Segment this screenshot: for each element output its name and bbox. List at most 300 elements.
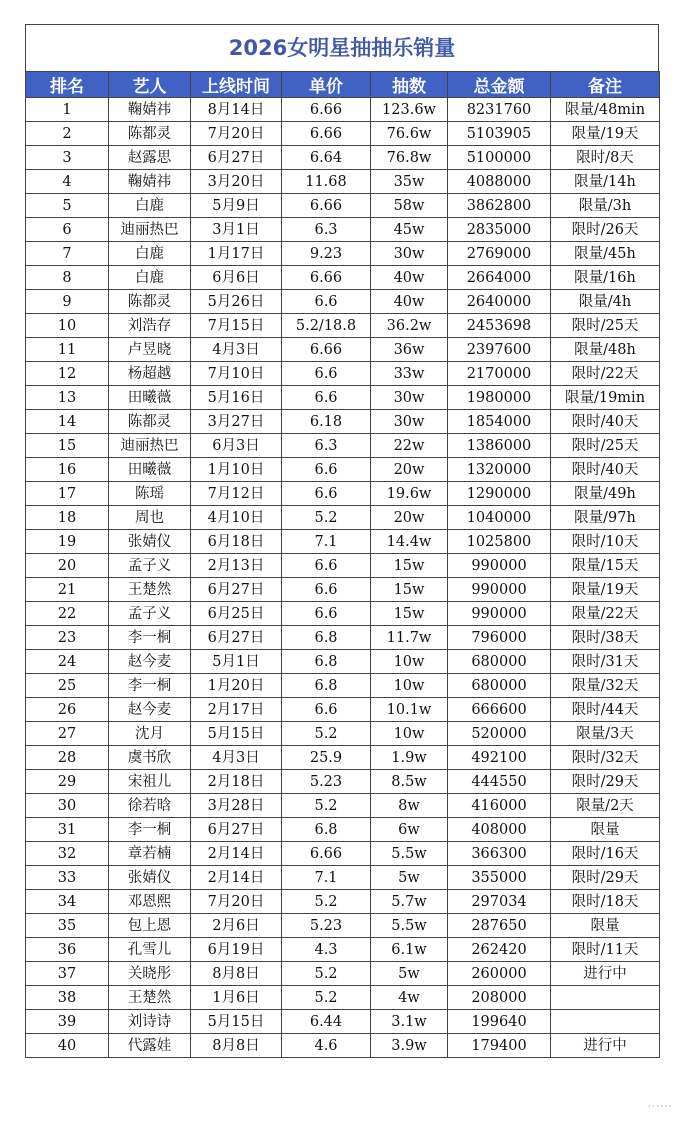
rank-cell: 16 xyxy=(26,458,109,482)
rank-cell: 22 xyxy=(26,602,109,626)
table-row xyxy=(26,986,660,1010)
artist-cell: 田曦薇 xyxy=(109,386,191,410)
total-amount-cell: 666600 xyxy=(448,698,551,722)
launch-date-cell: 8月8日 xyxy=(191,1034,282,1058)
total-amount-cell: 444550 xyxy=(448,770,551,794)
rank-cell: 38 xyxy=(26,986,109,1010)
total-amount-cell: 1854000 xyxy=(448,410,551,434)
rank-cell: 37 xyxy=(26,962,109,986)
artist-cell: 赵今麦 xyxy=(109,650,191,674)
total-amount-cell: 2664000 xyxy=(448,266,551,290)
artist-cell: 孟子义 xyxy=(109,602,191,626)
rank-cell: 39 xyxy=(26,1010,109,1034)
unit-price-cell: 7.1 xyxy=(282,866,371,890)
launch-date-cell: 4月3日 xyxy=(191,746,282,770)
rank-cell: 20 xyxy=(26,554,109,578)
launch-date-cell: 8月14日 xyxy=(191,98,282,122)
total-amount-cell: 5103905 xyxy=(448,122,551,146)
total-amount-cell: 208000 xyxy=(448,986,551,1010)
rank-cell: 34 xyxy=(26,890,109,914)
note-cell: 限量 xyxy=(551,818,660,842)
draw-count-cell: 45w xyxy=(371,218,448,242)
note-cell: 限时/8天 xyxy=(551,146,660,170)
unit-price-cell: 6.64 xyxy=(282,146,371,170)
artist-cell: 鞠婧祎 xyxy=(109,98,191,122)
draw-count-cell: 5.5w xyxy=(371,914,448,938)
launch-date-cell: 6月27日 xyxy=(191,818,282,842)
table-row xyxy=(26,410,660,434)
draw-count-cell: 5.5w xyxy=(371,842,448,866)
unit-price-cell: 6.6 xyxy=(282,290,371,314)
unit-price-cell: 6.6 xyxy=(282,458,371,482)
table-row xyxy=(26,1010,660,1034)
note-cell: 限量/15天 xyxy=(551,554,660,578)
artist-cell: 陈都灵 xyxy=(109,290,191,314)
note-cell xyxy=(551,1010,660,1034)
table-row xyxy=(26,458,660,482)
note-cell xyxy=(551,986,660,1010)
artist-cell: 虞书欣 xyxy=(109,746,191,770)
draw-count-cell: 30w xyxy=(371,410,448,434)
unit-price-cell: 6.6 xyxy=(282,602,371,626)
unit-price-cell: 11.68 xyxy=(282,170,371,194)
launch-date-cell: 6月3日 xyxy=(191,434,282,458)
rank-cell: 10 xyxy=(26,314,109,338)
unit-price-cell: 6.6 xyxy=(282,698,371,722)
launch-date-cell: 2月18日 xyxy=(191,770,282,794)
table-row xyxy=(26,338,660,362)
unit-price-cell: 5.2 xyxy=(282,506,371,530)
launch-date-cell: 3月1日 xyxy=(191,218,282,242)
draw-count-cell: 19.6w xyxy=(371,482,448,506)
launch-date-cell: 5月26日 xyxy=(191,290,282,314)
launch-date-cell: 1月10日 xyxy=(191,458,282,482)
rank-cell: 35 xyxy=(26,914,109,938)
note-cell: 限时/29天 xyxy=(551,770,660,794)
draw-count-cell: 8.5w xyxy=(371,770,448,794)
table-row xyxy=(26,266,660,290)
rank-cell: 15 xyxy=(26,434,109,458)
total-amount-cell: 408000 xyxy=(448,818,551,842)
total-amount-cell: 179400 xyxy=(448,1034,551,1058)
launch-date-cell: 1月17日 xyxy=(191,242,282,266)
table-row xyxy=(26,242,660,266)
note-cell: 限时/29天 xyxy=(551,866,660,890)
draw-count-cell: 76.6w xyxy=(371,122,448,146)
total-amount-cell: 287650 xyxy=(448,914,551,938)
header-unit-price: 单价 xyxy=(282,72,371,98)
launch-date-cell: 6月27日 xyxy=(191,146,282,170)
rank-cell: 18 xyxy=(26,506,109,530)
unit-price-cell: 5.2 xyxy=(282,794,371,818)
unit-price-cell: 9.23 xyxy=(282,242,371,266)
table-row xyxy=(26,890,660,914)
total-amount-cell: 990000 xyxy=(448,602,551,626)
draw-count-cell: 10w xyxy=(371,650,448,674)
header-notes: 备注 xyxy=(551,72,660,98)
table-body xyxy=(26,98,660,1058)
total-amount-cell: 262420 xyxy=(448,938,551,962)
launch-date-cell: 1月6日 xyxy=(191,986,282,1010)
note-cell: 进行中 xyxy=(551,962,660,986)
total-amount-cell: 1386000 xyxy=(448,434,551,458)
note-cell: 限量/3h xyxy=(551,194,660,218)
table-row xyxy=(26,746,660,770)
draw-count-cell: 5w xyxy=(371,962,448,986)
total-amount-cell: 2170000 xyxy=(448,362,551,386)
draw-count-cell: 20w xyxy=(371,458,448,482)
artist-cell: 白鹿 xyxy=(109,242,191,266)
rank-cell: 36 xyxy=(26,938,109,962)
table-row xyxy=(26,794,660,818)
launch-date-cell: 2月13日 xyxy=(191,554,282,578)
table-row xyxy=(26,530,660,554)
total-amount-cell: 1290000 xyxy=(448,482,551,506)
rank-cell: 1 xyxy=(26,98,109,122)
launch-date-cell: 2月6日 xyxy=(191,914,282,938)
note-cell: 限时/32天 xyxy=(551,746,660,770)
note-cell: 限量/19min xyxy=(551,386,660,410)
table-row xyxy=(26,962,660,986)
rank-cell: 31 xyxy=(26,818,109,842)
artist-cell: 赵今麦 xyxy=(109,698,191,722)
unit-price-cell: 6.44 xyxy=(282,1010,371,1034)
artist-cell: 徐若晗 xyxy=(109,794,191,818)
unit-price-cell: 6.66 xyxy=(282,122,371,146)
total-amount-cell: 2640000 xyxy=(448,290,551,314)
unit-price-cell: 6.8 xyxy=(282,818,371,842)
total-amount-cell: 492100 xyxy=(448,746,551,770)
unit-price-cell: 6.3 xyxy=(282,434,371,458)
artist-cell: 代露娃 xyxy=(109,1034,191,1058)
artist-cell: 陈瑶 xyxy=(109,482,191,506)
total-amount-cell: 1980000 xyxy=(448,386,551,410)
unit-price-cell: 5.2/18.8 xyxy=(282,314,371,338)
note-cell: 限量/49h xyxy=(551,482,660,506)
draw-count-cell: 11.7w xyxy=(371,626,448,650)
rank-cell: 29 xyxy=(26,770,109,794)
note-cell: 限时/44天 xyxy=(551,698,660,722)
total-amount-cell: 990000 xyxy=(448,578,551,602)
draw-count-cell: 20w xyxy=(371,506,448,530)
total-amount-cell: 366300 xyxy=(448,842,551,866)
launch-date-cell: 5月9日 xyxy=(191,194,282,218)
rank-cell: 33 xyxy=(26,866,109,890)
total-amount-cell: 680000 xyxy=(448,674,551,698)
draw-count-cell: 6.1w xyxy=(371,938,448,962)
note-cell: 限量/19天 xyxy=(551,578,660,602)
draw-count-cell: 8w xyxy=(371,794,448,818)
launch-date-cell: 4月10日 xyxy=(191,506,282,530)
sales-table-sheet xyxy=(25,24,659,1058)
launch-date-cell: 6月6日 xyxy=(191,266,282,290)
note-cell: 限时/26天 xyxy=(551,218,660,242)
total-amount-cell: 2835000 xyxy=(448,218,551,242)
launch-date-cell: 8月8日 xyxy=(191,962,282,986)
total-amount-cell: 8231760 xyxy=(448,98,551,122)
note-cell: 限时/25天 xyxy=(551,314,660,338)
note-cell: 限量/32天 xyxy=(551,674,660,698)
draw-count-cell: 5.7w xyxy=(371,890,448,914)
draw-count-cell: 6w xyxy=(371,818,448,842)
launch-date-cell: 7月15日 xyxy=(191,314,282,338)
unit-price-cell: 6.6 xyxy=(282,362,371,386)
note-cell: 限量/22天 xyxy=(551,602,660,626)
total-amount-cell: 680000 xyxy=(448,650,551,674)
note-cell: 限时/40天 xyxy=(551,410,660,434)
draw-count-cell: 14.4w xyxy=(371,530,448,554)
rank-cell: 4 xyxy=(26,170,109,194)
artist-cell: 迪丽热巴 xyxy=(109,434,191,458)
table-row xyxy=(26,362,660,386)
total-amount-cell: 1040000 xyxy=(448,506,551,530)
launch-date-cell: 5月1日 xyxy=(191,650,282,674)
artist-cell: 张婧仪 xyxy=(109,530,191,554)
total-amount-cell: 4088000 xyxy=(448,170,551,194)
artist-cell: 刘浩存 xyxy=(109,314,191,338)
draw-count-cell: 40w xyxy=(371,266,448,290)
launch-date-cell: 3月27日 xyxy=(191,410,282,434)
total-amount-cell: 355000 xyxy=(448,866,551,890)
artist-cell: 王楚然 xyxy=(109,578,191,602)
total-amount-cell: 1025800 xyxy=(448,530,551,554)
artist-cell: 李一桐 xyxy=(109,626,191,650)
rank-cell: 27 xyxy=(26,722,109,746)
launch-date-cell: 7月10日 xyxy=(191,362,282,386)
sales-table xyxy=(25,71,660,1058)
table-row xyxy=(26,554,660,578)
draw-count-cell: 10.1w xyxy=(371,698,448,722)
total-amount-cell: 2453698 xyxy=(448,314,551,338)
note-cell: 限时/40天 xyxy=(551,458,660,482)
draw-count-cell: 3.9w xyxy=(371,1034,448,1058)
launch-date-cell: 6月27日 xyxy=(191,578,282,602)
table-row xyxy=(26,122,660,146)
draw-count-cell: 15w xyxy=(371,578,448,602)
launch-date-cell: 6月18日 xyxy=(191,530,282,554)
launch-date-cell: 3月28日 xyxy=(191,794,282,818)
total-amount-cell: 2397600 xyxy=(448,338,551,362)
rank-cell: 26 xyxy=(26,698,109,722)
note-cell: 进行中 xyxy=(551,1034,660,1058)
note-cell: 限量/48min xyxy=(551,98,660,122)
rank-cell: 3 xyxy=(26,146,109,170)
note-cell: 限时/18天 xyxy=(551,890,660,914)
table-row xyxy=(26,314,660,338)
unit-price-cell: 6.66 xyxy=(282,266,371,290)
total-amount-cell: 2769000 xyxy=(448,242,551,266)
rank-cell: 12 xyxy=(26,362,109,386)
note-cell: 限时/22天 xyxy=(551,362,660,386)
watermark: ······ xyxy=(647,1100,672,1115)
artist-cell: 陈都灵 xyxy=(109,410,191,434)
note-cell: 限量/45h xyxy=(551,242,660,266)
artist-cell: 宋祖儿 xyxy=(109,770,191,794)
total-amount-cell: 5100000 xyxy=(448,146,551,170)
rank-cell: 30 xyxy=(26,794,109,818)
note-cell: 限量/3天 xyxy=(551,722,660,746)
draw-count-cell: 15w xyxy=(371,602,448,626)
table-row xyxy=(26,770,660,794)
rank-cell: 11 xyxy=(26,338,109,362)
unit-price-cell: 6.18 xyxy=(282,410,371,434)
note-cell: 限量/16h xyxy=(551,266,660,290)
rank-cell: 14 xyxy=(26,410,109,434)
unit-price-cell: 6.8 xyxy=(282,626,371,650)
launch-date-cell: 2月17日 xyxy=(191,698,282,722)
table-row xyxy=(26,818,660,842)
launch-date-cell: 5月15日 xyxy=(191,722,282,746)
note-cell: 限量/48h xyxy=(551,338,660,362)
artist-cell: 孔雪儿 xyxy=(109,938,191,962)
table-row xyxy=(26,1034,660,1058)
note-cell: 限量/4h xyxy=(551,290,660,314)
table-row xyxy=(26,674,660,698)
draw-count-cell: 36.2w xyxy=(371,314,448,338)
rank-cell: 8 xyxy=(26,266,109,290)
launch-date-cell: 2月14日 xyxy=(191,866,282,890)
artist-cell: 迪丽热巴 xyxy=(109,218,191,242)
total-amount-cell: 3862800 xyxy=(448,194,551,218)
draw-count-cell: 10w xyxy=(371,674,448,698)
rank-cell: 25 xyxy=(26,674,109,698)
draw-count-cell: 33w xyxy=(371,362,448,386)
unit-price-cell: 6.6 xyxy=(282,386,371,410)
draw-count-cell: 123.6w xyxy=(371,98,448,122)
artist-cell: 张婧仪 xyxy=(109,866,191,890)
note-cell: 限时/25天 xyxy=(551,434,660,458)
unit-price-cell: 4.3 xyxy=(282,938,371,962)
launch-date-cell: 5月15日 xyxy=(191,1010,282,1034)
note-cell: 限时/10天 xyxy=(551,530,660,554)
note-cell: 限量/2天 xyxy=(551,794,660,818)
draw-count-cell: 58w xyxy=(371,194,448,218)
table-row xyxy=(26,386,660,410)
table-row xyxy=(26,722,660,746)
unit-price-cell: 25.9 xyxy=(282,746,371,770)
header-artist: 艺人 xyxy=(109,72,191,98)
unit-price-cell: 5.2 xyxy=(282,890,371,914)
total-amount-cell: 260000 xyxy=(448,962,551,986)
rank-cell: 13 xyxy=(26,386,109,410)
total-amount-cell: 416000 xyxy=(448,794,551,818)
header-draw-count: 抽数 xyxy=(371,72,448,98)
artist-cell: 陈都灵 xyxy=(109,122,191,146)
rank-cell: 5 xyxy=(26,194,109,218)
table-row xyxy=(26,146,660,170)
artist-cell: 杨超越 xyxy=(109,362,191,386)
unit-price-cell: 7.1 xyxy=(282,530,371,554)
header-launch-date: 上线时间 xyxy=(191,72,282,98)
unit-price-cell: 6.66 xyxy=(282,338,371,362)
total-amount-cell: 1320000 xyxy=(448,458,551,482)
table-row xyxy=(26,866,660,890)
draw-count-cell: 5w xyxy=(371,866,448,890)
launch-date-cell: 6月25日 xyxy=(191,602,282,626)
table-row xyxy=(26,602,660,626)
unit-price-cell: 6.66 xyxy=(282,194,371,218)
artist-cell: 孟子义 xyxy=(109,554,191,578)
draw-count-cell: 1.9w xyxy=(371,746,448,770)
header-row xyxy=(26,72,660,98)
note-cell: 限时/31天 xyxy=(551,650,660,674)
total-amount-cell: 520000 xyxy=(448,722,551,746)
unit-price-cell: 4.6 xyxy=(282,1034,371,1058)
table-row xyxy=(26,938,660,962)
table-row xyxy=(26,482,660,506)
draw-count-cell: 40w xyxy=(371,290,448,314)
rank-cell: 28 xyxy=(26,746,109,770)
draw-count-cell: 22w xyxy=(371,434,448,458)
rank-cell: 9 xyxy=(26,290,109,314)
rank-cell: 40 xyxy=(26,1034,109,1058)
artist-cell: 包上恩 xyxy=(109,914,191,938)
draw-count-cell: 30w xyxy=(371,386,448,410)
launch-date-cell: 7月20日 xyxy=(191,122,282,146)
table-row xyxy=(26,650,660,674)
header-rank: 排名 xyxy=(26,72,109,98)
table-row xyxy=(26,914,660,938)
table-row xyxy=(26,698,660,722)
note-cell: 限量/14h xyxy=(551,170,660,194)
launch-date-cell: 2月14日 xyxy=(191,842,282,866)
unit-price-cell: 6.6 xyxy=(282,578,371,602)
launch-date-cell: 3月20日 xyxy=(191,170,282,194)
rank-cell: 32 xyxy=(26,842,109,866)
artist-cell: 李一桐 xyxy=(109,674,191,698)
artist-cell: 白鹿 xyxy=(109,194,191,218)
artist-cell: 李一桐 xyxy=(109,818,191,842)
draw-count-cell: 30w xyxy=(371,242,448,266)
artist-cell: 章若楠 xyxy=(109,842,191,866)
total-amount-cell: 796000 xyxy=(448,626,551,650)
unit-price-cell: 6.8 xyxy=(282,674,371,698)
unit-price-cell: 6.6 xyxy=(282,482,371,506)
artist-cell: 关晓彤 xyxy=(109,962,191,986)
table-row xyxy=(26,626,660,650)
draw-count-cell: 4w xyxy=(371,986,448,1010)
unit-price-cell: 5.2 xyxy=(282,962,371,986)
draw-count-cell: 76.8w xyxy=(371,146,448,170)
draw-count-cell: 35w xyxy=(371,170,448,194)
artist-cell: 白鹿 xyxy=(109,266,191,290)
draw-count-cell: 10w xyxy=(371,722,448,746)
note-cell: 限时/16天 xyxy=(551,842,660,866)
table-row xyxy=(26,434,660,458)
artist-cell: 邓恩熙 xyxy=(109,890,191,914)
table-row xyxy=(26,98,660,122)
note-cell: 限时/11天 xyxy=(551,938,660,962)
table-row xyxy=(26,218,660,242)
artist-cell: 田曦薇 xyxy=(109,458,191,482)
launch-date-cell: 7月12日 xyxy=(191,482,282,506)
table-title: 2026女明星抽抽乐销量 xyxy=(25,24,659,71)
rank-cell: 24 xyxy=(26,650,109,674)
unit-price-cell: 6.3 xyxy=(282,218,371,242)
table-row xyxy=(26,170,660,194)
note-cell: 限量/97h xyxy=(551,506,660,530)
total-amount-cell: 297034 xyxy=(448,890,551,914)
table-row xyxy=(26,506,660,530)
artist-cell: 周也 xyxy=(109,506,191,530)
launch-date-cell: 7月20日 xyxy=(191,890,282,914)
launch-date-cell: 6月27日 xyxy=(191,626,282,650)
table-row xyxy=(26,578,660,602)
artist-cell: 王楚然 xyxy=(109,986,191,1010)
total-amount-cell: 199640 xyxy=(448,1010,551,1034)
total-amount-cell: 990000 xyxy=(448,554,551,578)
rank-cell: 17 xyxy=(26,482,109,506)
